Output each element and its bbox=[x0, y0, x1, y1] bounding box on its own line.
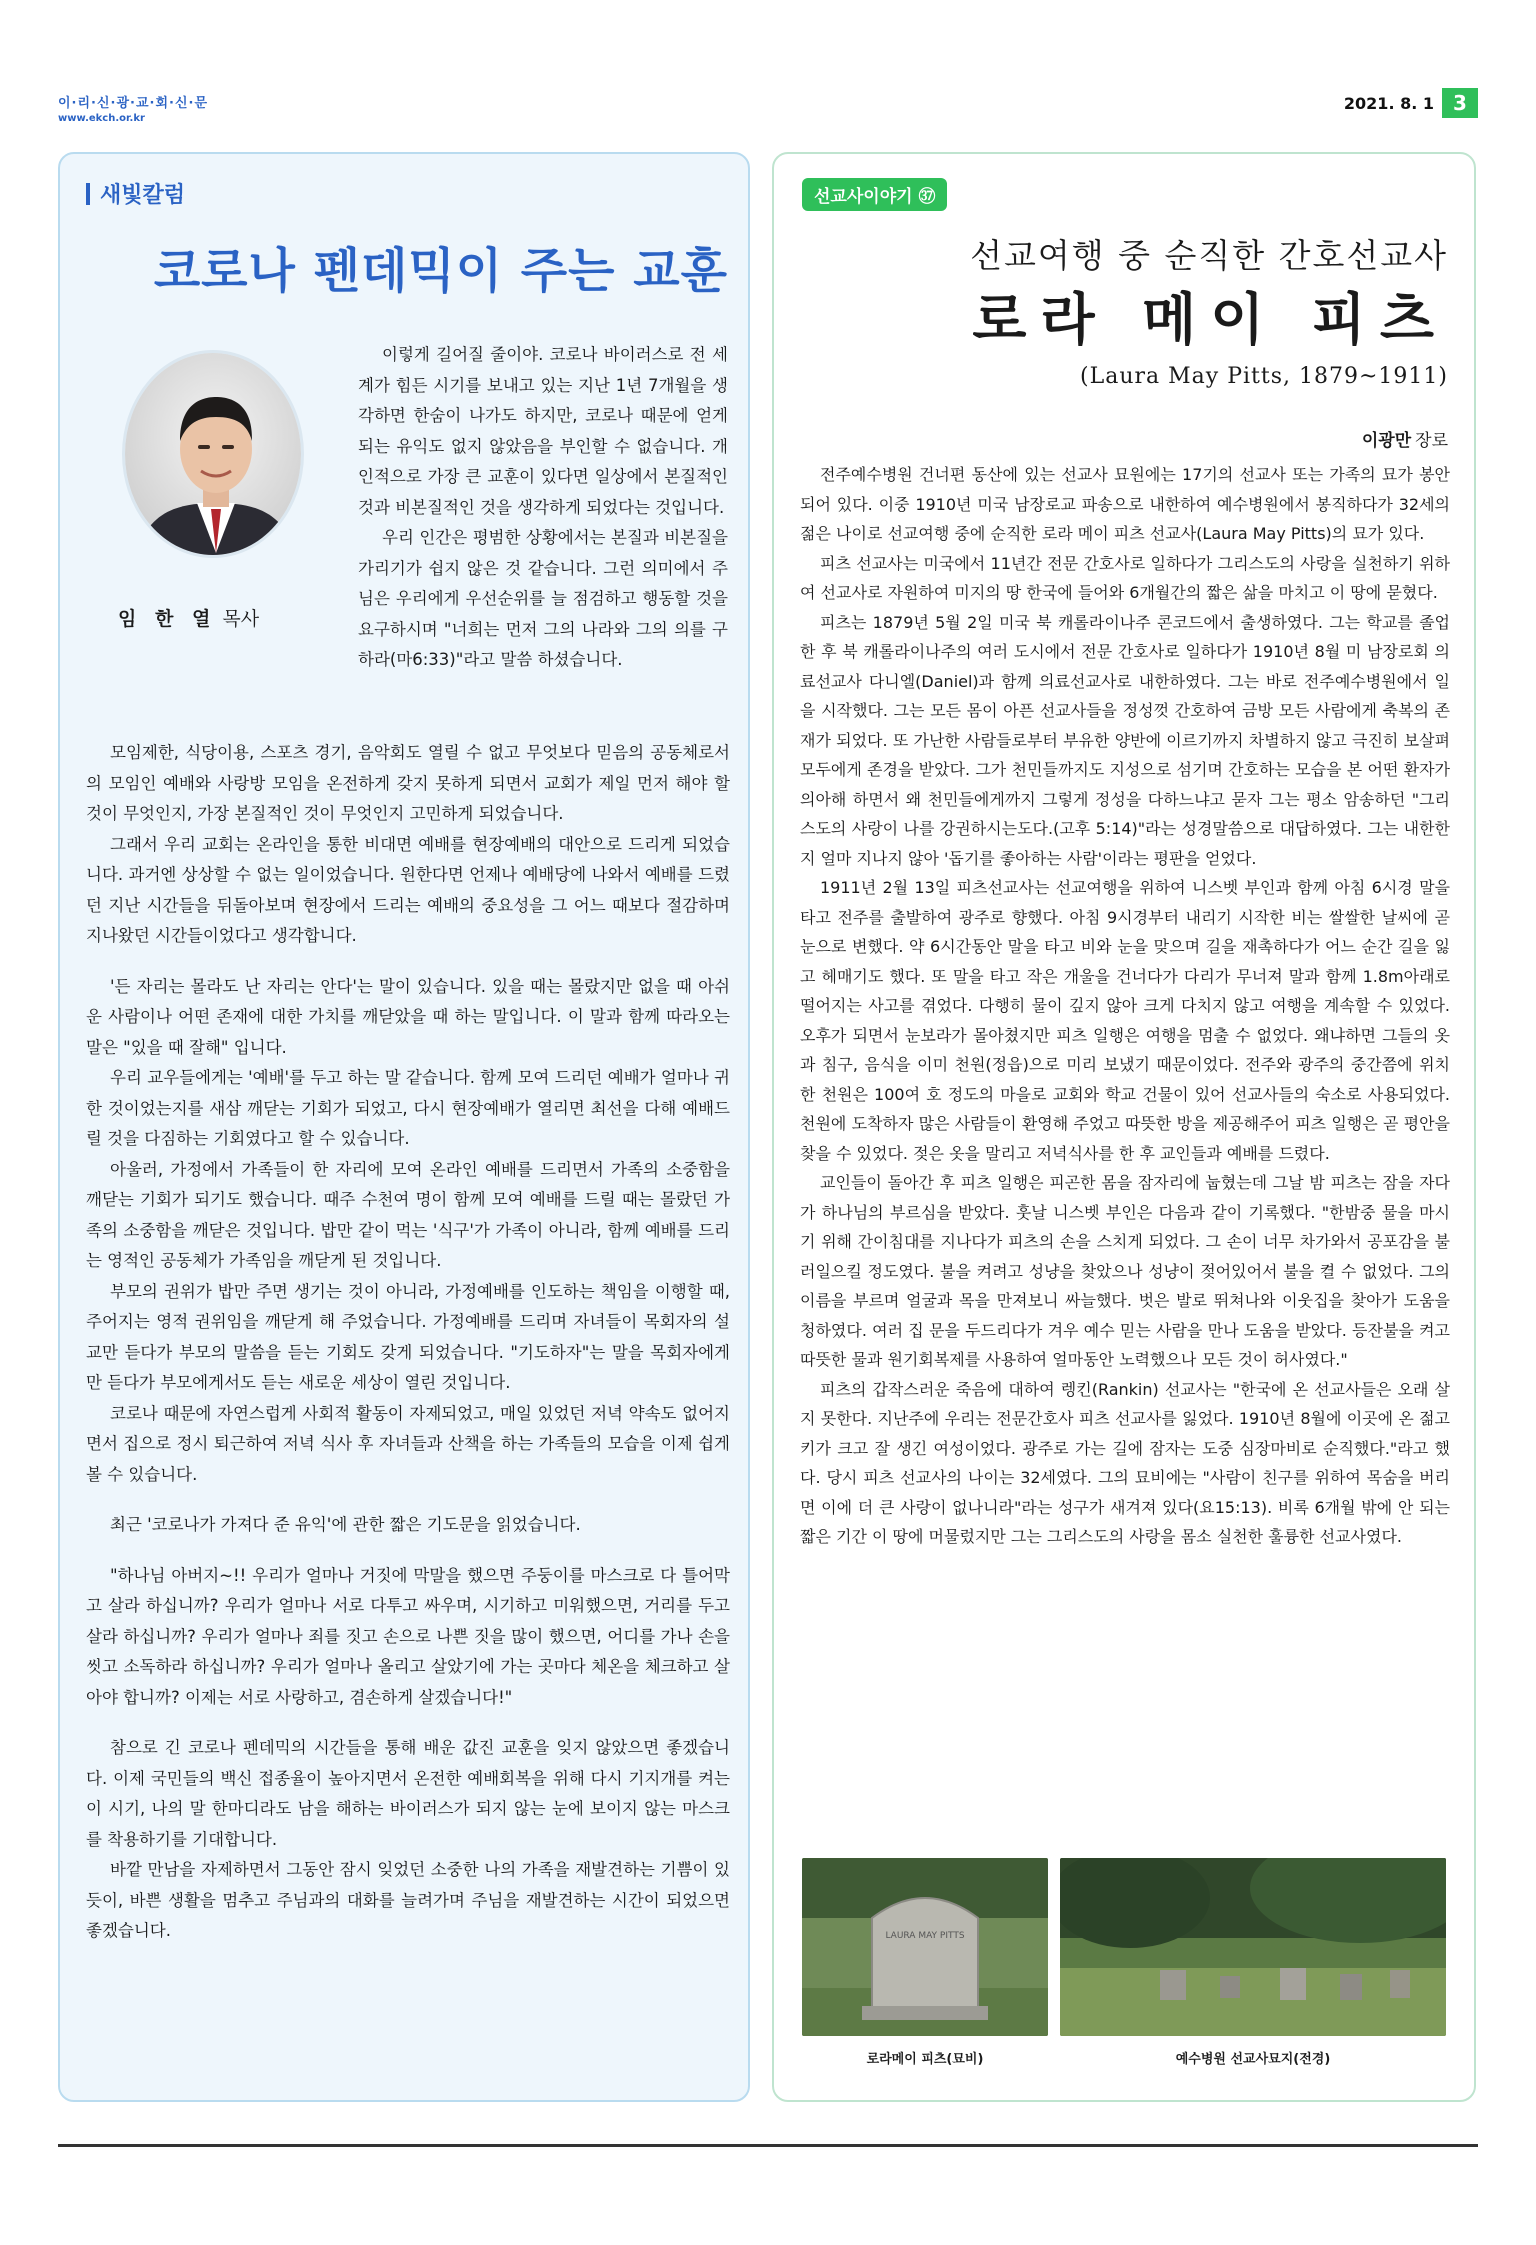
right-article-english-name: (Laura May Pitts, 1879~1911) bbox=[1080, 364, 1448, 389]
column-article-right bbox=[772, 152, 1476, 2102]
paragraph: 코로나 때문에 자연스럽게 사회적 활동이 자제되었고, 매일 있었던 저녁 약속도 없어지면서 집으로 정시 퇴근하여 저녁 식사 후 자녀들과 산책을 하는 가족들의 모습을 이제 쉽게 볼 수 있습니다. bbox=[86, 1403, 730, 1484]
issue-date: 2021. 8. 1 bbox=[1343, 94, 1434, 113]
section-bar-icon bbox=[86, 183, 90, 205]
prayer-quote: "하나님 아버지~!! 우리가 얼마나 거짓에 막말을 했으면 주둥이를 마스크로 다 틀어막고 살라 하십니까? 우리가 얼마나 서로 다투고 싸우며, 시기하고 미워했으면, 거리를 두고 살라 하십니까? 우리가 얼마나 죄를 짓고 손으로 나쁜 짓을 많이 했으면, 어디를 가나 손을 씻고 소독하라 하십니까? 우리가 얼마나 올리고 살았기에 가는 곳마다 체온을 체크하고 살아야 합니까? 이제는 서로 사랑하고, 겸손하게 살겠습니다!" bbox=[86, 1565, 730, 1707]
paragraph: 피츠는 1879년 5월 2일 미국 북 캐롤라이나주 콘코드에서 출생하였다. 그는 학교를 졸업한 후 북 캐롤라이나주의 여러 도시에서 전문 간호사로 일하다가 1910년 8월 미 남장로회 의료선교사 다니엘(Daniel)과 함께 의료선교사로 내한하였다. 그는 바로 전주예수병원에서 일을 시작했다. 그는 모든 몸이 아픈 선교사들을 정성껏 간호하여 금방 모든 사람에게 축복의 존재가 되었다. 또 가난한 사람들로부터 부유한 양반에 이르기까지 차별하지 않고 극진히 보살펴 모두에게 존경을 받았다. 그가 천민들까지도 지성으로 섬기며 간호하는 모습을 본 어떤 환자가 의아해 하면서 왜 천민들에게까지 그렇게 정성을 다하느냐고 묻자 그는 평소 암송하던 "그리스도의 사랑이 나를 강권하시는도다.(고후 5:14)"라는 성경말씀으로 대답하였다. 그는 내한한지 얼마 지나지 않아 '돕기를 좋아하는 사람'이라는 평판을 얻었다. bbox=[800, 612, 1450, 868]
right-byline bbox=[1362, 426, 1448, 451]
section-label-left bbox=[86, 178, 185, 209]
paragraph-gap bbox=[86, 1490, 730, 1510]
author-portrait bbox=[122, 350, 304, 558]
tombstone-lettering: LAURA MAY PITTS bbox=[885, 1931, 965, 1941]
lead-text bbox=[358, 340, 728, 676]
page-number-badge: 3 bbox=[1442, 88, 1478, 118]
byline-name: 이광만 bbox=[1361, 431, 1412, 451]
right-article-title: 로라 메이 피츠 bbox=[972, 287, 1448, 353]
paragraph: 참으로 긴 코로나 펜데믹의 시간들을 통해 배운 값진 교훈을 잊지 않았으면 좋겠습니다. 이제 국민들의 백신 접종율이 높아지면서 온전한 예배회복을 위해 다시 기지개를 켜는 이 시기, 나의 말 한마디라도 남을 해하는 바이러스가 되지 않는 눈에 보이지 않는 마스크를 착용하기를 기대합니다. bbox=[86, 1738, 730, 1849]
left-article-title: 코로나 펜데믹이 주는 교훈 bbox=[153, 243, 728, 299]
paragraph: 피츠 선교사는 미국에서 11년간 전문 간호사로 일하다가 그리스도의 사랑을 실천하기 위하여 선교사로 자원하여 미지의 땅 한국에 들어와 6개월간의 짧은 삶을 마치고 이 땅에 묻혔다. bbox=[800, 553, 1450, 602]
column-article-left bbox=[58, 152, 750, 2102]
paragraph: 피츠의 갑작스러운 죽음에 대하여 렝킨(Rankin) 선교사는 "한국에 온 선교사들은 오래 살지 못한다. 지난주에 우리는 전문간호사 피츠 선교사를 잃었다. 1910년 8월에 이곳에 온 젊고 키가 크고 잘 생긴 여성이었다. 광주로 가는 길에 잠자는 도중 심장마비로 순직했다."라고 했다. 당시 피츠 선교사의 나이는 32세였다. 그의 묘비에는 "사람이 친구를 위하여 목숨을 버리면 이에 더 큰 사랑이 없나니라"라는 성구가 새겨져 있다(요15:13). 비록 6개월 밖에 안 되는 짧은 기간 이 땅에 머물렀지만 그는 그리스도의 사랑을 몸소 실천한 훌륭한 선교사였다. bbox=[800, 1379, 1450, 1546]
cemetery-image bbox=[1060, 1858, 1446, 2036]
paragraph: '든 자리는 몰라도 난 자리는 안다'는 말이 있습니다. 있을 때는 몰랐지만 없을 때 아쉬운 사람이나 어떤 존재에 대한 가치를 깨닫았을 때 하는 말입니다. 이 말과 함께 따라오는 말은 "있을 때 잘해" 입니다. bbox=[86, 976, 730, 1057]
paper-name: 이·리·신·광·교·회·신·문 bbox=[58, 96, 209, 111]
author-credit bbox=[118, 604, 328, 631]
paragraph: 1911년 2월 13일 피츠선교사는 선교여행을 위하여 니스벳 부인과 함께 아침 6시경 말을 타고 전주를 출발하여 광주로 향했다. 아침 9시경부터 내리기 시작한 비는 쌀쌀한 날씨에 곧 눈으로 변했다. 약 6시간동안 말을 타고 비와 눈을 맞으며 길을 재촉하다가 어느 순간 길을 잃고 헤매기도 했다. 또 말을 타고 작은 개울을 건너다가 다리가 무너져 말과 함께 1.8m아래로 떨어지는 사고를 겪었다. 다행히 물이 깊지 않아 크게 다치지 않고 여행을 계속할 수 있었다. 오후가 되면서 눈보라가 몰아쳤지만 피츠 일행은 여행을 멈출 수 없었다. 왜냐하면 그들의 옷과 침구, 음식을 이미 천원(정읍)으로 미리 보냈기 때문이었다. 전주와 광주의 중간쯤에 위치한 천원은 100여 호 정도의 마을로 교회와 학교 건물이 있어 선교사들의 숙소로 사용되었다. 천원에 도착하자 많은 사람들이 환영해 주었고 따뜻한 방을 제공해주어 피츠 일행은 곧 평안을 찾을 수 있었다. 젖은 옷을 말리고 저녁식사를 한 후 교인들과 예배를 드렸다. bbox=[800, 878, 1450, 1163]
byline-role: 장로 bbox=[1415, 431, 1448, 451]
left-body-text bbox=[86, 738, 730, 1947]
photo-cemetery bbox=[1060, 1858, 1446, 2036]
lead-paragraph: 이렇게 길어질 줄이야. 코로나 바이러스로 전 세계가 힘든 시기를 보내고 있는 지난 1년 7개월을 생각하면 한숨이 나가도 하지만, 코로나 때문에 얻게 되는 유익도 없지 않았음을 부인할 수 없습니다. 개인적으로 가장 큰 교훈이 있다면 일상에서 본질적인 것과 비본질적인 것을 생각하게 되었다는 것입니다. bbox=[358, 345, 728, 517]
author-name: 임 한 열 bbox=[118, 608, 217, 630]
paragraph: 최근 '코로나가 가져다 준 유익'에 관한 짧은 기도문을 읽었습니다. bbox=[110, 1515, 581, 1534]
paragraph: 부모의 권위가 밥만 주면 생기는 것이 아니라, 가정예배를 인도하는 책임을 이행할 때, 주어지는 영적 권위임을 깨닫게 해 주었습니다. 가정예배를 드리며 자녀들이 목회자의 설교만 듣다가 부모의 말씀을 듣는 기회도 갖게 되었습니다. "기도하자"는 말을 목회자에게만 듣다가 부모에게서도 듣는 새로운 세상이 열린 것입니다. bbox=[86, 1281, 730, 1392]
photo-tombstone bbox=[802, 1858, 1048, 2036]
paragraph: 전주예수병원 건너편 동산에 있는 선교사 묘원에는 17기의 선교사 또는 가족의 묘가 봉안되어 있다. 이중 1910년 미국 남장로교 파송으로 내한하여 예수병원에서 봉직하다가 32세의 젊은 나이로 선교여행 중에 순직한 로라 메이 피츠 선교사(Laura May Pitts)의 묘가 있다. bbox=[800, 465, 1450, 543]
paragraph: 교인들이 돌아간 후 피츠 일행은 피곤한 몸을 잠자리에 눕혔는데 그날 밤 피츠는 잠을 자다가 하나님의 부르심을 받았다. 훗날 니스벳 부인은 다음과 같이 기록했다. "한밤중 물을 마시기 위해 간이침대를 지나다가 피츠의 손을 스치게 되었다. 그 손이 너무 차가와서 공포감을 불러일으킬 정도였다. 불을 켜려고 성냥을 찾았으나 성냥이 젖어있어서 불을 켤 수 없었다. 그의 이름을 부르며 얼굴과 목을 만져보니 싸늘했다. 벗은 발로 뛰쳐나와 이웃집을 찾아가 도움을 청하였다. 여러 집 문을 두드리다가 겨우 예수 믿는 사람을 만나 도움을 받았다. 등잔불을 켜고 따뜻한 물과 원기회복제를 사용하여 얼마동안 노력했으나 모든 것이 허사였다." bbox=[800, 1173, 1450, 1369]
masthead-left bbox=[58, 92, 208, 124]
paragraph: 모임제한, 식당이용, 스포츠 경기, 음악회도 열릴 수 없고 무엇보다 믿음의 공동체로서의 모임인 예배와 사랑방 모임을 온전하게 갖지 못하게 되면서 교회가 제일 먼저 해야 할 것이 무엇인지, 가장 본질적인 것이 무엇인지 고민하게 되었습니다. bbox=[86, 743, 730, 823]
right-article-subtitle: 선교여행 중 순직한 간호선교사 bbox=[970, 236, 1448, 275]
lead-paragraph: 우리 인간은 평범한 상황에서는 본질과 비본질을 가리기가 쉽지 않은 것 같습니다. 그런 의미에서 주님은 우리에게 우선순위를 늘 점검하고 행동할 것을 요구하시며 "너희는 먼저 그의 나라와 그의 의를 구하라(마6:33)"라고 말씀 하셨습니다. bbox=[358, 528, 728, 669]
masthead bbox=[58, 88, 1478, 138]
paragraph-gap bbox=[86, 952, 730, 972]
paragraph-gap bbox=[86, 1541, 730, 1561]
paper-url[interactable]: www.ekch.or.kr bbox=[58, 113, 145, 124]
photo-caption-tombstone: 로라메이 피츠(묘비) bbox=[866, 2052, 984, 2067]
paragraph: 그래서 우리 교회는 온라인을 통한 비대면 예배를 현장예배의 대안으로 드리게 되었습니다. 과거엔 상상할 수 없는 일이었습니다. 원한다면 언제나 예배당에 나와서 예배를 드렸던 지난 시간들을 뒤돌아보며 현장에서 드리는 예배의 중요성을 그 어느 때보다 절감하며 지나왔던 시간들이었다고 생각합니다. bbox=[86, 834, 730, 945]
right-body-text bbox=[800, 460, 1450, 1552]
section-label-text: 새빛칼럼 bbox=[100, 183, 186, 208]
footer-rule bbox=[58, 2144, 1478, 2147]
author-role: 목사 bbox=[222, 608, 260, 630]
paragraph: 바깥 만남을 자제하면서 그동안 잠시 잊었던 소중한 나의 가족을 재발견하는 기쁨이 있듯이, 바쁜 생활을 멈추고 주님과의 대화를 늘려가며 주님을 재발견하는 시간이 되었으면 좋겠습니다. bbox=[86, 1860, 730, 1940]
photo-caption-cemetery: 예수병원 선교사묘지(전경) bbox=[1175, 2052, 1331, 2067]
tombstone-image bbox=[802, 1858, 1048, 2036]
portrait-image bbox=[125, 353, 304, 558]
series-tag: 선교사이야기 ㊲ bbox=[802, 178, 947, 211]
paragraph-gap bbox=[86, 1713, 730, 1733]
paragraph: 우리 교우들에게는 '예배'를 두고 하는 말 같습니다. 함께 모여 드리던 예배가 얼마나 귀한 것이었는지를 새삼 깨닫는 기회가 되었고, 다시 현장예배가 열리면 최선을 다해 예배드릴 것을 다짐하는 기회였다고 할 수 있습니다. bbox=[86, 1068, 730, 1148]
paragraph: 아울러, 가정에서 가족들이 한 자리에 모여 온라인 예배를 드리면서 가족의 소중함을 깨닫는 기회가 되기도 했습니다. 때주 수천여 명이 함께 모여 예배를 드릴 때는 몰랐던 가족의 소중함을 깨닫은 것입니다. 밥만 같이 먹는 '식구'가 가족이 아니라, 함께 예배를 드리는 영적인 공동체가 가족임을 깨닫게 된 것입니다. bbox=[86, 1159, 730, 1270]
